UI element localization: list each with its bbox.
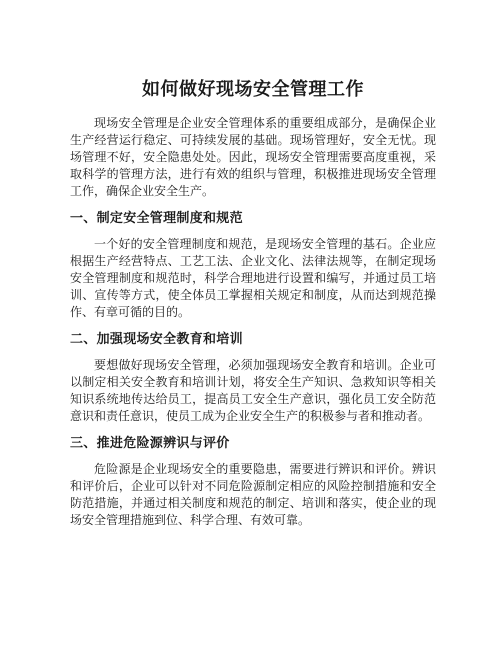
intro-paragraph: 现场安全管理是企业安全管理体系的重要组成部分，是确保企业生产经营运行稳定、可持续发展的基础。现场管理好，安全无忧。现场管理不好，安全隐患处处。因此，现场安全管理需要高度重视，采取科学的管理方法，进行有效的组织与管理，积极推进现场安全管理工作，确保企业安全生产。 — [70, 116, 436, 198]
section-1-heading: 一、制定安全管理制度和规范 — [70, 211, 243, 226]
section-3-body: 危险源是企业现场安全的重要隐患，需要进行辨识和评价。辨识和评价后，企业可以针对不同危险源制定相应的风险控制措施和安全防范措施，并通过相关制度和规范的制定、培训和落实，使企业的现场安全管理措施到位、科学合理、有效可靠。 — [70, 462, 436, 527]
section-3-heading: 三、推进危险源辨识与评价 — [70, 436, 230, 451]
section-2-heading: 二、加强现场安全教育和培训 — [70, 332, 243, 347]
section-2-body: 要想做好现场安全管理，必须加强现场安全教育和培训。企业可以制定相关安全教育和培训计划，将安全生产知识、急救知识等相关知识系统地传达给员工，提高员工安全生产意识，强化员工安全防范意识和责任意识，使员工成为企业安全生产的积极参与者和推动者。 — [70, 358, 436, 423]
document-title: 如何做好现场安全管理工作 — [142, 79, 364, 100]
section-1-body: 一个好的安全管理制度和规范，是现场安全管理的基石。企业应根据生产经营特点、工艺工法、企业文化、法律法规等，在制定现场安全管理制度和规范时，科学合理地进行设置和编写，并通过员工培训、宣传等方式，使全体员工掌握相关规定和制度，从而达到规范操作、有章可循的目的。 — [70, 237, 436, 319]
